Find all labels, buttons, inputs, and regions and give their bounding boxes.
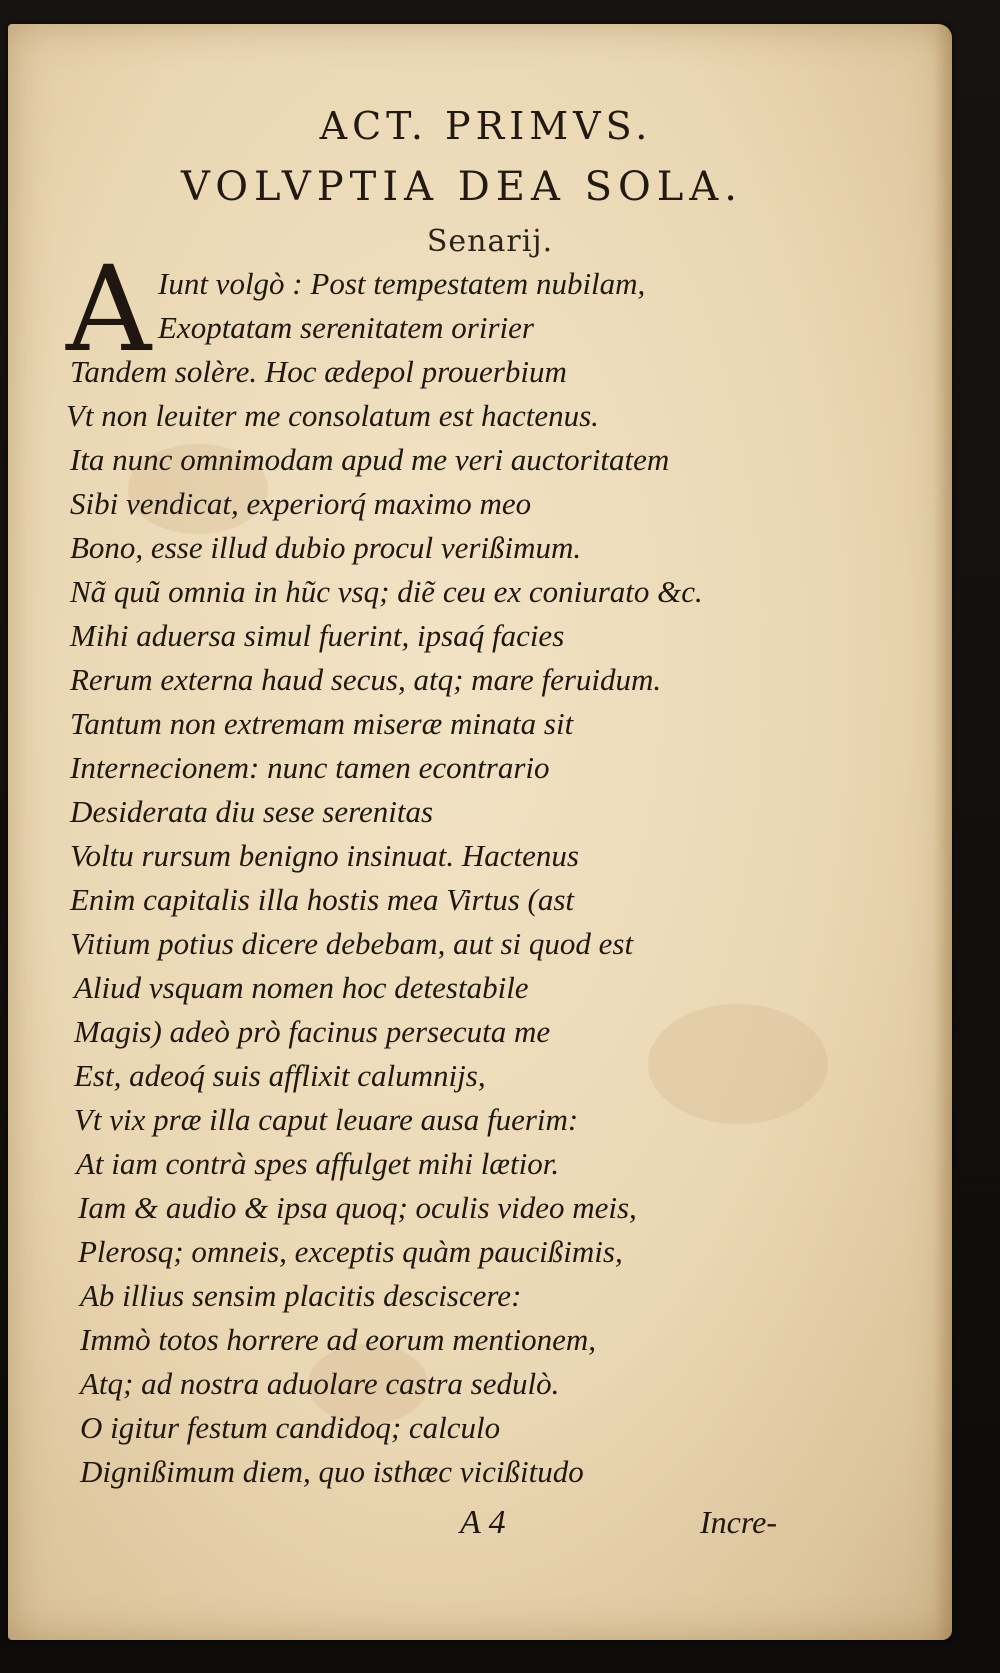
verse-line: Immò totos horrere ad eorum mentionem,: [80, 1322, 597, 1357]
verse-line: Enim capitalis illa hostis mea Virtus (ast: [70, 882, 575, 917]
verse-line: Ita nunc omnimodam apud me veri auctoritatem: [70, 442, 670, 477]
meter-label: Senarij.: [426, 224, 554, 259]
verse-line: Atq; ad nostra aduolare castra sedulò.: [80, 1366, 560, 1401]
verse-line: Tandem solère. Hoc ædepol prouerbium: [70, 354, 567, 389]
verse-line: Bono, esse illud dubio procul verißimum.: [70, 530, 582, 565]
verse-line: Mihi aduersa simul fuerint, ipsaq́ facies: [70, 618, 565, 653]
scene-title: VOLVPTIA DEA SOLA.: [181, 164, 743, 210]
verse-line: Magis) adeò prò facinus persecuta me: [74, 1014, 551, 1049]
catchword: Incre-: [700, 1504, 777, 1540]
foxing-stain: [648, 1004, 828, 1124]
page-edge-shading: [934, 24, 952, 1640]
verse-line: Vitium potius dicere debebam, aut si quod est: [70, 926, 634, 961]
verse-line: Vt vix præ illa caput leuare ausa fuerim:: [74, 1102, 579, 1137]
verse-line: Rerum externa haud secus, atq; mare feruidum.: [70, 662, 662, 697]
verse-line: Internecionem: nunc tamen econtrario: [70, 750, 550, 785]
verse-line: At iam contrà spes affulget mihi lætior.: [76, 1146, 560, 1181]
verse-line: O igitur festum candidoq; calculo: [80, 1410, 501, 1445]
verse-line: Est, adeoq́ suis afflixit calumnijs,: [74, 1058, 486, 1093]
verse-line: Vt non leuiter me consolatum est hactenus.: [66, 398, 599, 433]
verse-line: Iunt volgò : Post tempestatem nubilam,: [158, 266, 646, 301]
verse-line: Nã quũ omnia in hũc vsq; diẽ ceu ex coniurato &c.: [70, 574, 703, 609]
verse-line: Iam & audio & ipsa quoq; oculis video meis,: [78, 1190, 637, 1225]
drop-cap-initial: A: [66, 240, 152, 378]
verse-line: Tantum non extremam miseræ minata sit: [70, 706, 574, 741]
act-title: ACT. PRIMVS.: [319, 104, 653, 148]
verse-line: Desiderata diu sese serenitas: [70, 794, 434, 829]
verse-line: Voltu rursum benigno insinuat. Hactenus: [70, 838, 579, 873]
verse-line: Exoptatam serenitatem oririer: [158, 310, 534, 345]
verse-line: Plerosq; omneis, exceptis quàm paucißimis,: [78, 1234, 623, 1269]
signature-mark: A 4: [460, 1504, 506, 1541]
verse-line: Dignißimum diem, quo isthæc vicißitudo: [80, 1454, 584, 1489]
verse-line: Sibi vendicat, experiorq́ maximo meo: [70, 486, 532, 521]
verse-line: Ab illius sensim placitis desciscere:: [80, 1278, 522, 1313]
verse-line: Aliud vsquam nomen hoc detestabile: [74, 970, 529, 1005]
book-page: [8, 24, 952, 1640]
